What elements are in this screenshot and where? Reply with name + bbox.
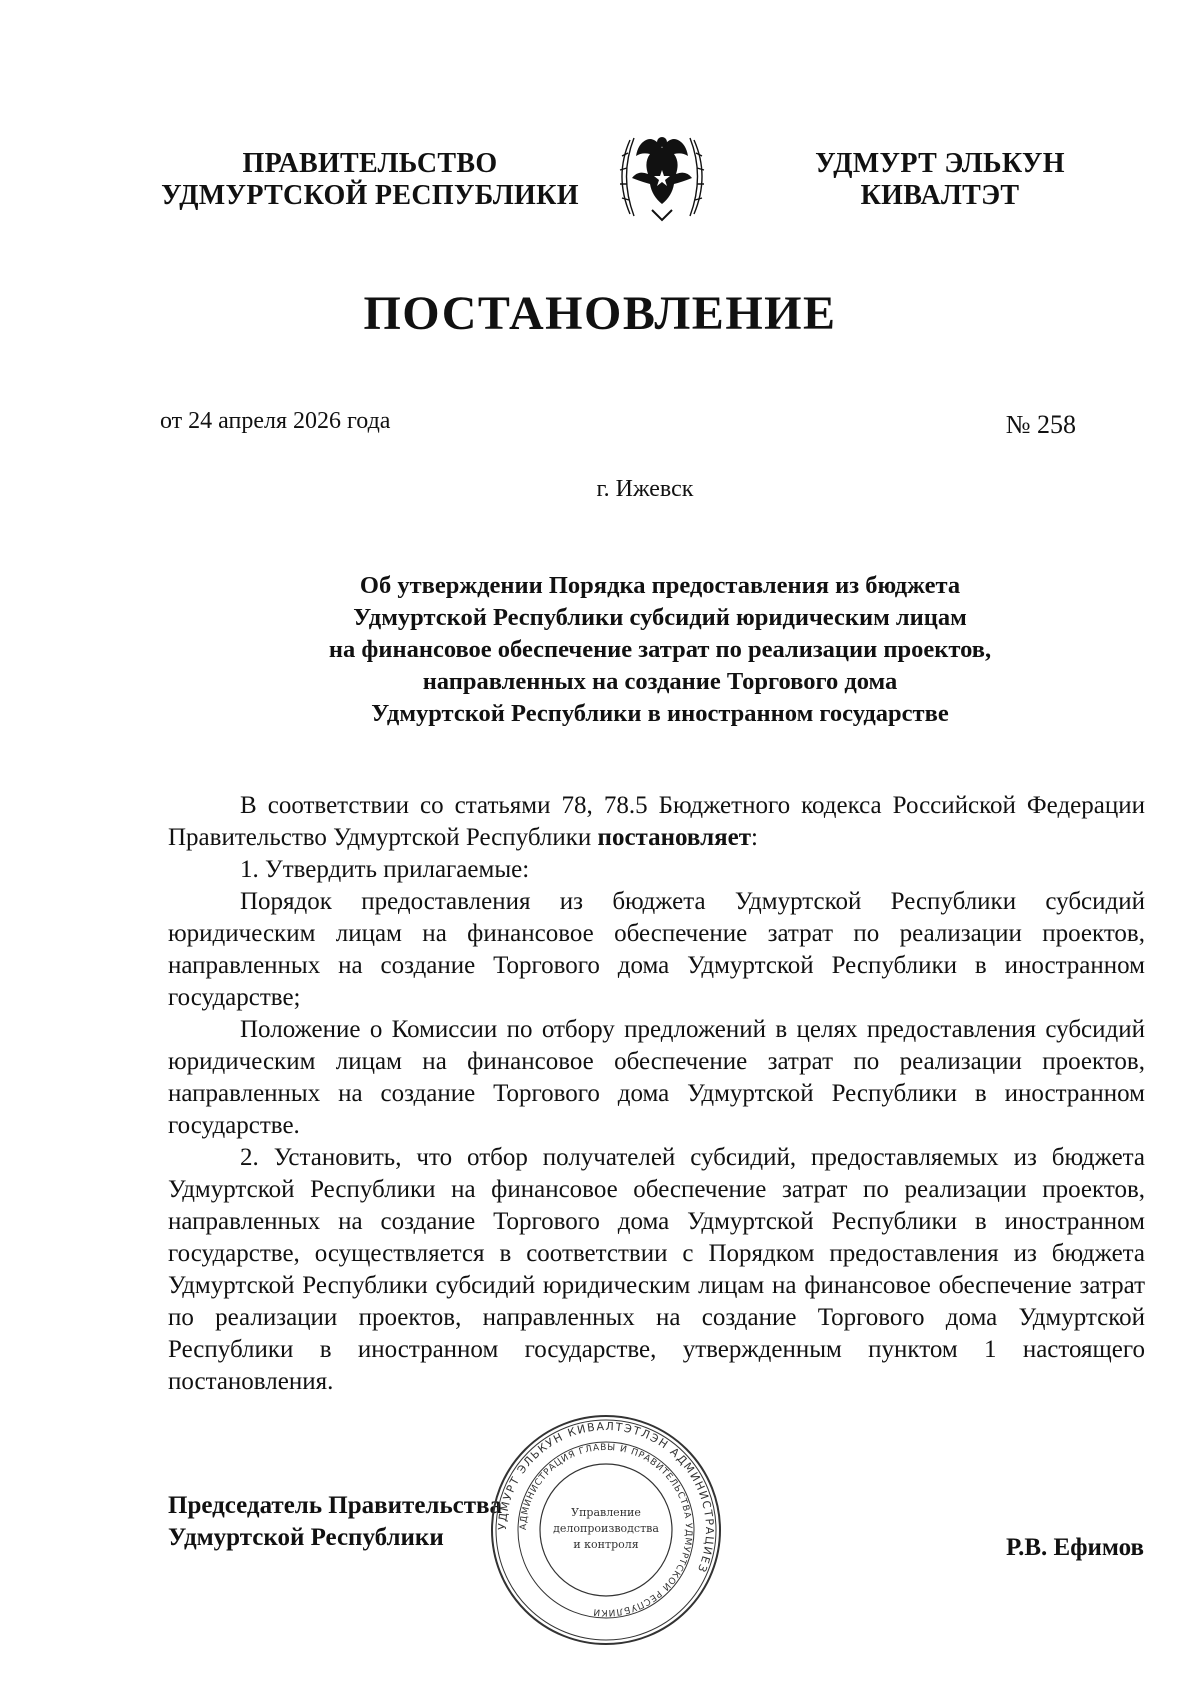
- document-date: от 24 апреля 2026 года: [160, 408, 391, 434]
- seal-inner-text: АДМИНИСТРАЦИЯ ГЛАВЫ И ПРАВИТЕЛЬСТВА УДМУРТСКОЙ РЕСПУБЛИКИ: [518, 1442, 694, 1618]
- signatory-title: [168, 1490, 502, 1554]
- issuer-udmurt-line-2: КИВАЛТЭТ: [860, 180, 1020, 211]
- issuer-line-1: ПРАВИТЕЛЬСТВО: [242, 148, 498, 179]
- issuer-name-udmurt: [800, 148, 1080, 212]
- document-type-title: ПОСТАНОВЛЕНИЕ: [363, 287, 837, 340]
- issuer-name-russian: [150, 148, 590, 212]
- issuer-udmurt-line-1: УДМУРТ ЭЛЬКУН: [815, 148, 1065, 179]
- document-subject: [230, 570, 1090, 730]
- preamble-colon: :: [751, 824, 758, 851]
- issuer-line-2: УДМУРТСКОЙ РЕСПУБЛИКИ: [161, 180, 579, 211]
- subject-line: направленных на создание Торгового дома: [422, 668, 898, 695]
- coat-of-arms-icon: [608, 126, 716, 228]
- approved-procedure-paragraph: Порядок предоставления из бюджета Удмуртской Республики субсидий юридическим лицам на финансовое обеспечение затрат по реализации проектов, направленных на создание Торгового дома Удмуртской Республики в иностранном государстве;: [168, 888, 1145, 1011]
- document-city: г. Ижевск: [596, 476, 694, 502]
- subject-line: Удмуртской Республики субсидий юридическим лицам: [353, 604, 967, 631]
- signatory-title-line-2: Удмуртской Республики: [168, 1524, 444, 1551]
- clause-1-paragraph: 1. Утвердить прилагаемые:: [240, 856, 530, 883]
- seal-center-line-2: делопроизводства: [553, 1522, 659, 1535]
- approved-commission-paragraph: Положение о Комиссии по отбору предложений в целях предоставления субсидий юридическим лицам на финансовое обеспечение затрат по реализации проектов, направленных на создание Торгового дома Удмуртской Республики в иностранном государстве.: [168, 1016, 1145, 1139]
- official-stamp-icon: [486, 1410, 726, 1650]
- subject-line: Об утверждении Порядка предоставления из бюджета: [359, 572, 961, 599]
- seal-center-line-3: и контроля: [573, 1538, 639, 1551]
- document-number: № 258: [1005, 410, 1076, 439]
- document-body: [168, 790, 1145, 1398]
- preamble-text: В соответствии со статьями 78, 78.5 Бюджетного кодекса Российской Федерации Правительство Удмуртской Республики: [168, 792, 1145, 851]
- signatory-title-line-1: Председатель Правительства: [168, 1492, 503, 1519]
- subject-line: Удмуртской Республики в иностранном государстве: [371, 700, 949, 727]
- clause-2-paragraph: 2. Установить, что отбор получателей субсидий, предоставляемых из бюджета Удмуртской Республики на финансовое обеспечение затрат по реализации проектов, направленных на создание Торгового дома Удмуртской Республики в иностранном государстве, осуществляется в соответствии с Порядком предоставления из бюджета Удмуртской Республики субсидий юридическим лицам на финансовое обеспечение затрат по реализации проектов, направленных на создание Торгового дома Удмуртской Республики в иностранном государстве, утвержденным пунктом 1 настоящего постановления.: [168, 1144, 1145, 1395]
- preamble-paragraph: [168, 790, 1145, 854]
- subject-line: на финансовое обеспечение затрат по реализации проектов,: [328, 636, 992, 663]
- seal-outer-text: УДМУРТ ЭЛЬКУН КИВАЛТЭТЛЭН АДМИНИСТРАЦИЕЗ: [495, 1419, 717, 1576]
- signatory-name: Р.В. Ефимов: [1005, 1534, 1144, 1561]
- seal-center-line-1: Управление: [571, 1506, 641, 1519]
- preamble-keyword: постановляет: [597, 824, 752, 851]
